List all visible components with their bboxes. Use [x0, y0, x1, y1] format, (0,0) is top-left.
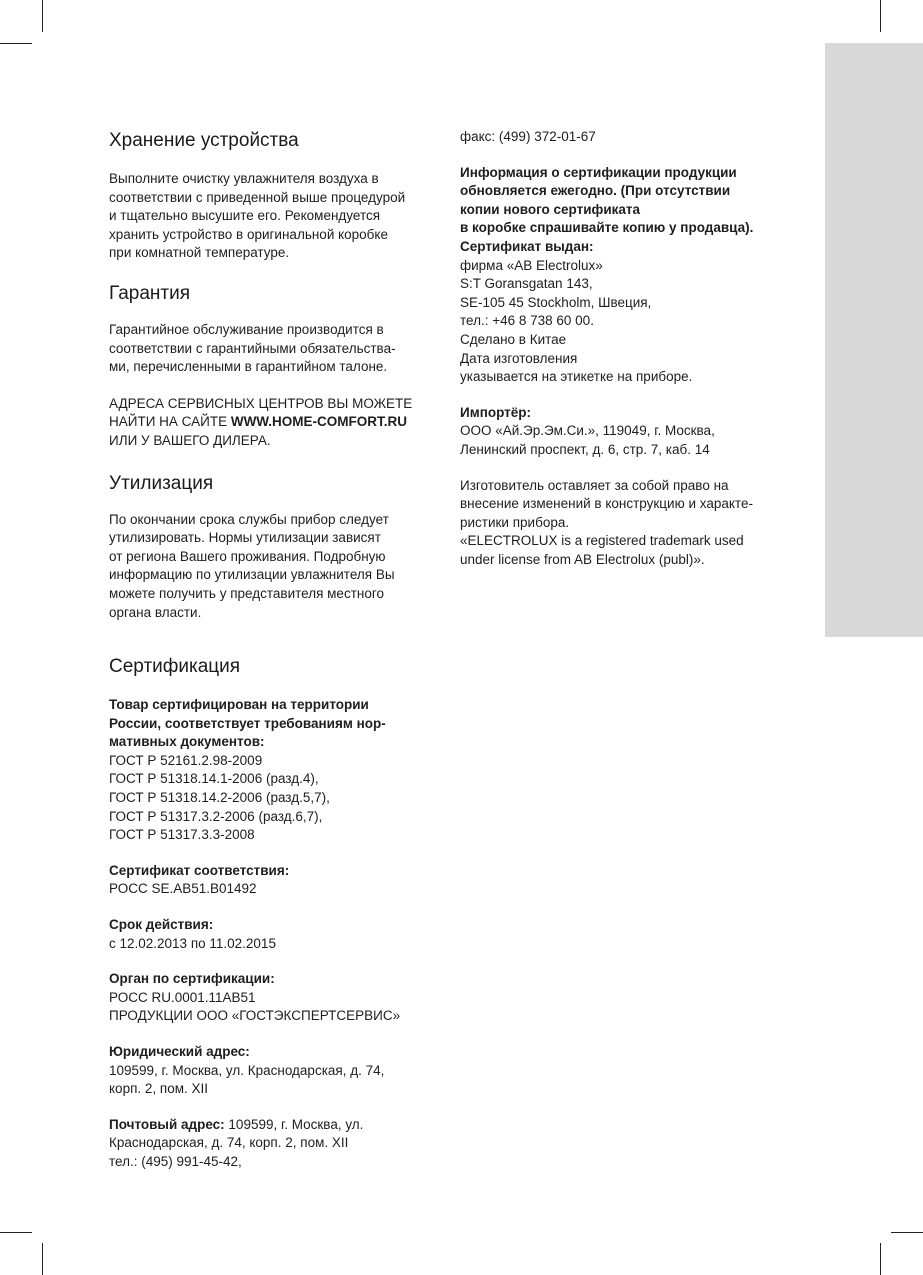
legal-address-value: 109599, г. Москва, ул. Краснодарская, д. 74, — [109, 1062, 385, 1078]
importer-label: Импортёр: — [460, 404, 532, 420]
standard-item: ГОСТ Р 51318.14.1-2006 (разд.4), — [109, 771, 319, 787]
validity-period — [109, 916, 444, 953]
storage-line: Выполните очистку увлажнителя воздуха в — [109, 171, 379, 186]
notice-line: внесение изменений в конструкцию и характе- — [460, 496, 753, 512]
trim-mark-bottom-left-v — [42, 1243, 43, 1275]
standard-item: ГОСТ Р 51318.14.2-2006 (разд.5,7), — [109, 790, 330, 806]
right-column — [460, 128, 805, 569]
importer-line: Ленинский проспект, д. 6, стр. 7, каб. 14 — [460, 441, 710, 457]
certification-intro-line: России, соответствует требованиям нор- — [109, 715, 386, 731]
legal-address — [109, 1043, 444, 1099]
storage-line: при комнатной температуре. — [109, 245, 290, 261]
notice-line: Изготовитель оставляет за собой право на — [460, 477, 729, 493]
trim-mark-bottom-right-h — [891, 1232, 923, 1233]
issuer-line: S:T Goransgatan 143, — [460, 276, 593, 292]
disposal-line: По окончании срока службы прибор следует — [109, 511, 389, 527]
legal-address-value: корп. 2, пом. XII — [109, 1081, 209, 1097]
storage-line: соответствии с приведенной выше процедурой — [109, 189, 406, 205]
standard-item: ГОСТ Р 51317.3.2-2006 (разд.6,7), — [109, 808, 323, 824]
certification-info — [460, 164, 805, 387]
disposal-text — [109, 511, 444, 623]
fax-number: факс: (499) 372-01-67 — [460, 129, 596, 144]
certification-heading: Сертификация — [109, 656, 241, 678]
postal-address-line — [109, 1116, 444, 1135]
disposal-line: органа власти. — [109, 604, 202, 620]
trim-mark-bottom-left-h — [0, 1232, 32, 1233]
warranty-heading: Гарантия — [109, 282, 191, 304]
validity-label: Срок действия: — [109, 917, 214, 933]
notice-line: under license from AB Electrolux (publ)». — [460, 551, 705, 567]
standard-item: ГОСТ Р 51317.3.3-2008 — [109, 827, 255, 843]
left-column — [109, 128, 444, 1172]
certification-body-value: РОСС RU.0001.11AB51 — [109, 989, 256, 1005]
issuer-line: Сделано в Китае — [460, 331, 567, 347]
service-address-line: ИЛИ У ВАШЕГО ДИЛЕРА. — [109, 432, 271, 448]
warranty-line: соответствии с гарантийными обязательства- — [109, 340, 396, 356]
section-side-tab — [825, 43, 923, 637]
certification-info-line: Информация о сертификации продукции — [460, 164, 737, 180]
certification-body-value: ПРОДУКЦИИ ООО «ГОСТЭКСПЕРТСЕРВИС» — [109, 1008, 401, 1024]
disposal-line: от региона Вашего проживания. Подробную — [109, 548, 386, 564]
validity-value: с 12.02.2013 по 11.02.2015 — [109, 935, 276, 951]
issuer-line: тел.: +46 8 738 60 00. — [460, 313, 594, 329]
postal-address-value: 109599, г. Москва, ул. — [224, 1116, 364, 1132]
importer-line: ООО «Ай.Эр.Эм.Си.», 119049, г. Москва, — [460, 423, 715, 439]
storage-line: и тщательно высушите его. Рекомендуется — [109, 208, 381, 224]
notice-line: ристики прибора. — [460, 514, 570, 530]
service-address-line: АДРЕСА СЕРВИСНЫХ ЦЕНТРОВ ВЫ МОЖЕТЕ — [109, 395, 413, 411]
postal-address-label: Почтовый адрес: — [109, 1116, 225, 1132]
storage-line: хранить устройство в оригинальной коробке — [109, 226, 388, 242]
postal-address — [109, 1116, 444, 1172]
legal-address-label: Юридический адрес: — [109, 1044, 250, 1059]
disposal-heading: Утилизация — [109, 472, 214, 494]
service-address-line — [109, 413, 444, 432]
conformity-certificate-label: Сертификат соответствия: — [109, 862, 290, 878]
trim-mark-top-left-h — [0, 43, 32, 44]
issuer-line: SE-105 45 Stockholm, Швеция, — [460, 294, 652, 310]
issuer-line: Дата изготовления — [460, 350, 578, 366]
disposal-line: информацию по утилизации увлажнителя Вы — [109, 567, 395, 583]
service-website-link[interactable]: WWW.HOME-COMFORT.RU — [230, 414, 408, 430]
certification-standards — [109, 696, 444, 845]
postal-address-phone: тел.: (495) 991-45-42, — [109, 1153, 242, 1169]
conformity-certificate — [109, 862, 444, 899]
postal-address-value: Краснодарская, д. 74, корп. 2, пом. XII — [109, 1135, 349, 1151]
conformity-certificate-value: РОСС SE.AB51.B01492 — [109, 881, 257, 897]
standard-item: ГОСТ Р 52161.2.98-2009 — [109, 752, 263, 768]
issuer-line: указывается на этикетке на приборе. — [460, 369, 693, 385]
certification-info-line: копии нового сертификата — [460, 201, 641, 217]
issuer-line: фирма «AB Electrolux» — [460, 257, 603, 273]
trim-mark-top-right-v — [880, 0, 881, 32]
warranty-line: Гарантийное обслуживание производится в — [109, 321, 384, 337]
disposal-line: можете получить у представителя местного — [109, 585, 384, 601]
importer — [460, 404, 805, 460]
warranty-text — [109, 321, 444, 377]
warranty-line: ми, перечисленными в гарантийном талоне. — [109, 359, 388, 375]
storage-heading: Хранение устройства — [109, 130, 299, 151]
certificate-issued-label: Сертификат выдан: — [460, 238, 594, 254]
certification-info-line: в коробке спрашивайте копию у продавца). — [460, 220, 754, 236]
disposal-line: утилизировать. Нормы утилизации зависят — [109, 530, 381, 546]
manufacturer-notice — [460, 477, 805, 570]
certification-info-line: обновляется ежегодно. (При отсутствии — [460, 183, 731, 199]
certification-body-label: Орган по сертификации: — [109, 971, 275, 987]
fax-line — [460, 128, 805, 147]
notice-line: «ELECTROLUX is a registered trademark used — [460, 533, 744, 549]
certification-intro-line: мативных документов: — [109, 734, 265, 750]
storage-text — [109, 170, 444, 263]
trim-mark-bottom-right-v — [880, 1243, 881, 1275]
certification-body — [109, 970, 444, 1026]
service-address-note — [109, 395, 444, 451]
certification-intro-line: Товар сертифицирован на территории — [109, 697, 369, 713]
trim-mark-top-left-v — [42, 0, 43, 32]
service-address-prefix: НАЙТИ НА САЙТЕ — [109, 414, 231, 430]
